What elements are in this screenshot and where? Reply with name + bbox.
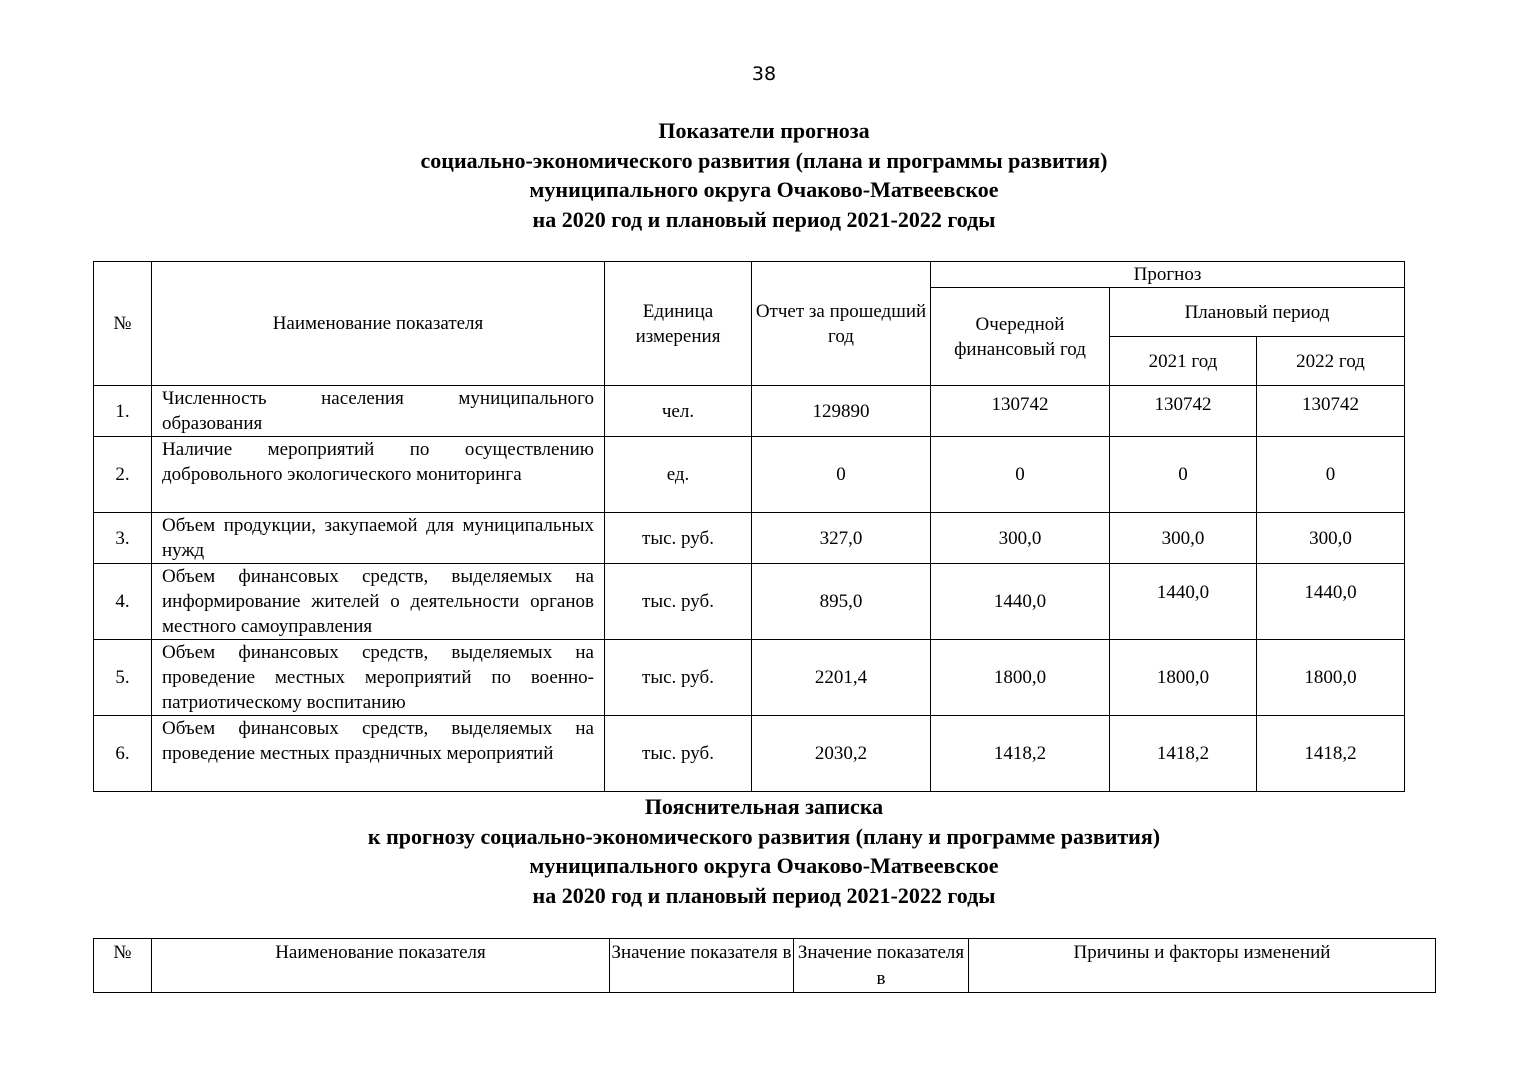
- row-num: 3.: [94, 513, 152, 564]
- note-header-value2: Значение показателя в: [794, 939, 969, 993]
- note-header-name: Наименование показателя: [152, 939, 610, 993]
- row-num: 1.: [94, 386, 152, 437]
- row-next: 300,0: [931, 513, 1110, 564]
- row-num: 6.: [94, 716, 152, 792]
- row-num: 2.: [94, 437, 152, 513]
- row-name: Наличие мероприятий по осуществлению добровольного экологического мониторинга: [152, 437, 605, 513]
- table-row: [94, 564, 1405, 640]
- row-report: 2030,2: [752, 716, 931, 792]
- row-unit: чел.: [605, 386, 752, 437]
- page-number: 38: [751, 63, 777, 85]
- header-unit: Единица измерения: [605, 262, 752, 386]
- row-2021: 1800,0: [1110, 640, 1257, 716]
- row-unit: тыс. руб.: [605, 564, 752, 640]
- row-report: 2201,4: [752, 640, 931, 716]
- row-2022: 130742: [1257, 386, 1405, 437]
- row-next: 130742: [931, 386, 1110, 437]
- header-2022: 2022 год: [1257, 337, 1405, 386]
- header-next-year: Очередной финансовый год: [931, 288, 1110, 386]
- explanatory-note-table: [93, 938, 1436, 993]
- row-next: 1800,0: [931, 640, 1110, 716]
- row-report: 0: [752, 437, 931, 513]
- row-num: 5.: [94, 640, 152, 716]
- header-2021: 2021 год: [1110, 337, 1257, 386]
- table-row: [94, 513, 1405, 564]
- forecast-title-line: на 2020 год и плановый период 2021-2022 годы: [532, 206, 996, 232]
- note-title-line: Пояснительная записка: [644, 794, 884, 819]
- header-report: Отчет за прошедший год: [752, 262, 931, 386]
- row-2021: 1418,2: [1110, 716, 1257, 792]
- row-unit: тыс. руб.: [605, 640, 752, 716]
- row-report: 129890: [752, 386, 931, 437]
- explanatory-note-title: [0, 792, 1528, 910]
- row-2022: 1800,0: [1257, 640, 1405, 716]
- table-row: [94, 437, 1405, 513]
- table-row: [94, 640, 1405, 716]
- note-header-num: №: [94, 939, 152, 993]
- row-name: Численность населения муниципального образования: [152, 386, 605, 437]
- row-report: 895,0: [752, 564, 931, 640]
- forecast-title-line: Показатели прогноза: [658, 118, 870, 143]
- row-next: 0: [931, 437, 1110, 513]
- note-title-line: к прогнозу социально-экономического развития (плану и программе развития): [367, 823, 1161, 849]
- row-name: Объем финансовых средств, выделяемых на проведение местных мероприятий по военно-патриотическому воспитанию: [152, 640, 605, 716]
- row-2022: 300,0: [1257, 513, 1405, 564]
- header-forecast: Прогноз: [931, 262, 1405, 288]
- header-plan-period: Плановый период: [1110, 288, 1405, 337]
- row-next: 1418,2: [931, 716, 1110, 792]
- row-next: 1440,0: [931, 564, 1110, 640]
- row-num: 4.: [94, 564, 152, 640]
- forecast-title: [0, 116, 1528, 234]
- note-header-value1: Значение показателя в: [610, 939, 794, 993]
- table-row: [94, 386, 1405, 437]
- header-num: №: [94, 262, 152, 386]
- row-report: 327,0: [752, 513, 931, 564]
- table-row: [94, 716, 1405, 792]
- note-title-line: на 2020 год и плановый период 2021-2022 годы: [532, 882, 996, 908]
- row-2021: 1440,0: [1110, 564, 1257, 640]
- row-unit: тыс. руб.: [605, 513, 752, 564]
- row-2022: 0: [1257, 437, 1405, 513]
- row-2021: 130742: [1110, 386, 1257, 437]
- note-header-reasons: Причины и факторы изменений: [969, 939, 1436, 993]
- row-2022: 1440,0: [1257, 564, 1405, 640]
- row-name: Объем финансовых средств, выделяемых на проведение местных праздничных мероприятий: [152, 716, 605, 792]
- forecast-title-line: социально-экономического развития (плана и программы развития): [420, 147, 1108, 173]
- note-title-line: муниципального округа Очаково-Матвеевское: [529, 853, 999, 878]
- row-name: Объем финансовых средств, выделяемых на информирование жителей о деятельности органов местного самоуправления: [152, 564, 605, 640]
- row-2021: 0: [1110, 437, 1257, 513]
- row-2021: 300,0: [1110, 513, 1257, 564]
- row-name: Объем продукции, закупаемой для муниципальных нужд: [152, 513, 605, 564]
- row-2022: 1418,2: [1257, 716, 1405, 792]
- row-unit: ед.: [605, 437, 752, 513]
- note-header-row: [94, 939, 1436, 993]
- header-name: Наименование показателя: [152, 262, 605, 386]
- forecast-table: [93, 261, 1405, 792]
- forecast-title-line: муниципального округа Очаково-Матвеевское: [529, 177, 999, 202]
- row-unit: тыс. руб.: [605, 716, 752, 792]
